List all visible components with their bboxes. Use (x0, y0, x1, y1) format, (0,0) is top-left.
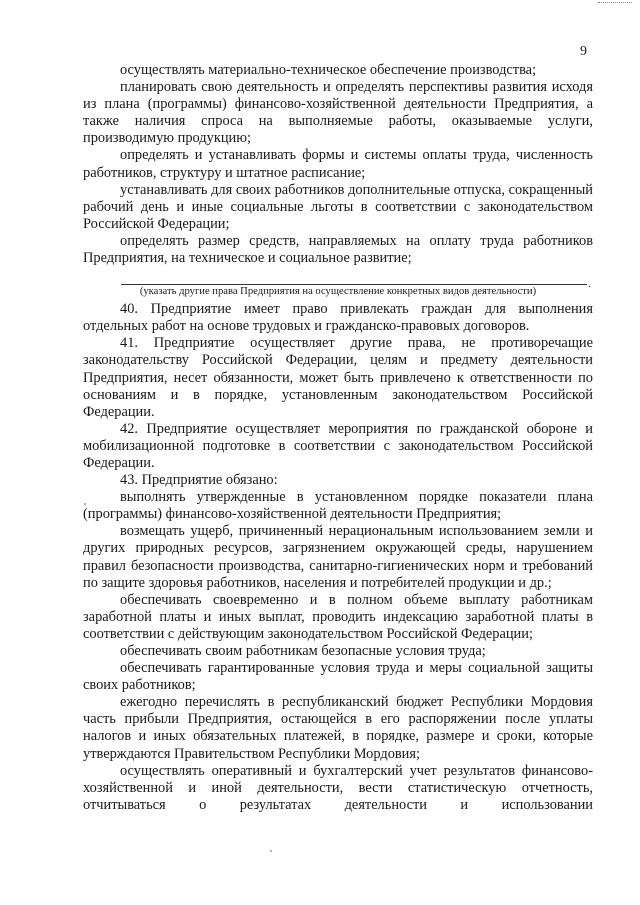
paragraph: определять размер средств, направляемых на оплату труда работников Предприятия, на техническое и социальное развитие; (83, 232, 593, 267)
paragraph: обеспечивать своевременно и в полном объеме выплату работникам заработной платы и иных выплат, проводить индексацию заработной платы в соответствии с действующим законодательством Российской Федерации; (83, 591, 593, 642)
paragraph: обеспечивать гарантированные условия труда и меры социальной защиты своих работников; (83, 660, 593, 694)
paragraph: осуществлять оперативный и бухгалтерский учет результатов финансово-хозяйственной и иной деятельности, вести статистическую отчетность, отчитываться о результатах деятельности и использовании (83, 762, 593, 813)
blank-line-hint: (указать другие права Предприятия на осуществление конкретных видов деятельности) (139, 286, 537, 298)
scan-corner-mark (598, 2, 632, 5)
blank-line-period: . (588, 276, 591, 291)
document-body (83, 62, 593, 814)
page-number: 9 (580, 44, 587, 59)
paragraph: планировать свою деятельность и определять перспективы развития исходя из плана (программы) финансово-хозяйственной деятельности Предприятия, а также наличия спроса на выполняемые работы, оказываемые услуги, производимую продукцию; (83, 79, 593, 147)
paragraph: осуществлять материально-техническое обеспечение производства; (120, 62, 537, 78)
fill-in-blank-line (83, 272, 593, 291)
paragraph: определять и устанавливать формы и системы оплаты труда, численность работников, структуру и штатное расписание; (83, 147, 593, 181)
paragraph: 43. Предприятие обязано: (120, 472, 278, 489)
paragraph: 42. Предприятие осуществляет мероприятия по гражданской обороне и мобилизационной подготовке в соответствии с законодательством Российской Федерации. (83, 420, 593, 471)
paragraph: 41. Предприятие осуществляет другие права, не противоречащие законодательству Российской Федерации, целям и предмету деятельности Предприятия, несет обязанности, может быть привлечено к ответственности по основаниям и в порядке, установленным законодательством Российской Федерации. (83, 335, 593, 420)
paragraph: устанавливать для своих работников дополнительные отпуска, сокращенный рабочий день и иные социальные льготы в соответствии с законодательством Российской Федерации; (83, 181, 593, 232)
blank-rule (121, 284, 587, 285)
paragraph: возмещать ущерб, причиненный нерациональным использованием земли и других природных ресурсов, загрязнением окружающей среды, нарушением правил безопасности производства, санитарно-гигиенических норм и требований по защите здоровья работников, населения и потребителей продукции и др.; (83, 523, 593, 591)
paragraph: обеспечивать своим работникам безопасные условия труда; (120, 643, 486, 659)
paragraph: выполнять утвержденные в установленном порядке показатели плана (программы) финансово-хозяйственной деятельности Предприятия; (83, 489, 593, 523)
scan-speck (270, 850, 272, 852)
paragraph: ежегодно перечислять в республиканский бюджет Республики Мордовия часть прибыли Предприятия, остающейся в его распоряжении после уплаты налогов и иных обязательных платежей, в порядке, размере и сроки, которые утверждаются Правительством Республики Мордовия; (83, 694, 593, 762)
paragraph: 40. Предприятие имеет право привлекать граждан для выполнения отдельных работ на основе трудовых и гражданско-правовых договоров. (83, 301, 593, 335)
